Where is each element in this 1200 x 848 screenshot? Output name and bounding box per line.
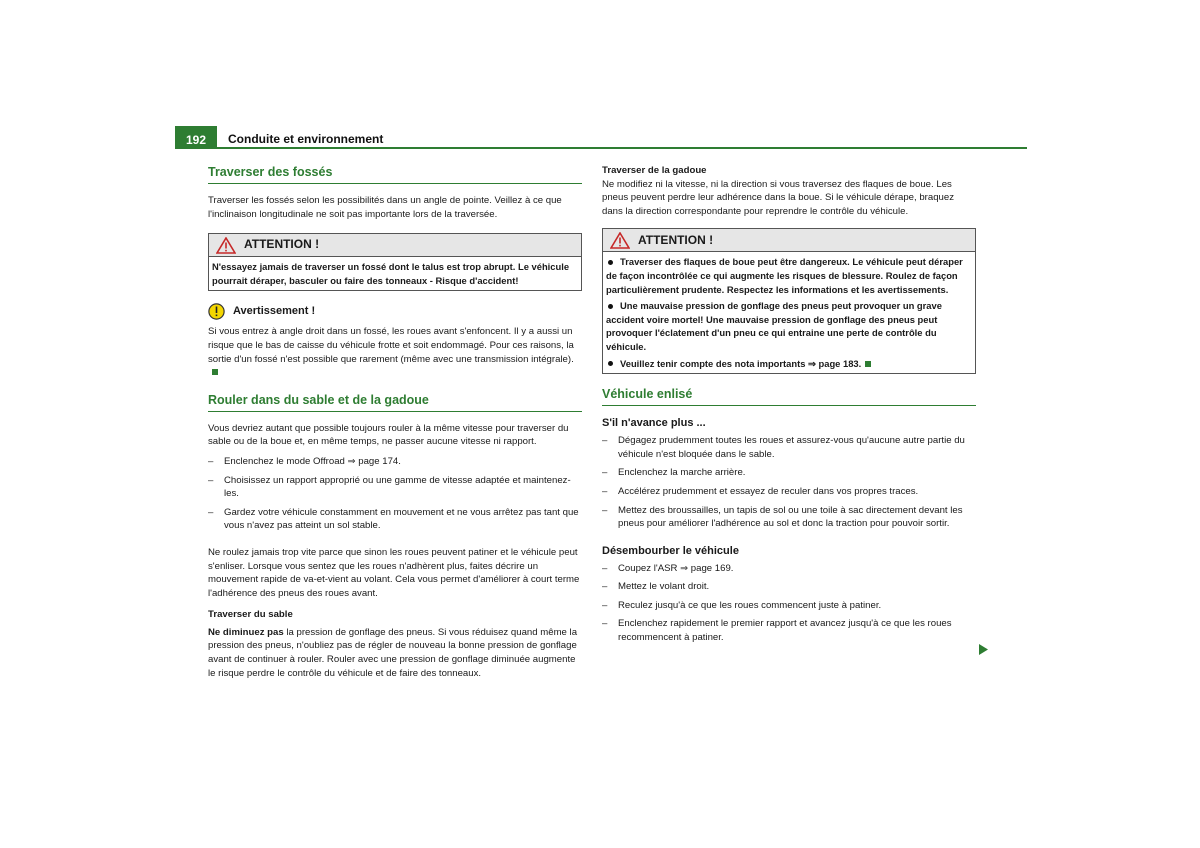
list-item: – Gardez votre véhicule constamment en mouvement et ne vous arrêtez pas tant que vous n'avez pas atteint un sol stable. bbox=[208, 506, 579, 532]
next-page-arrow-icon[interactable] bbox=[979, 644, 988, 655]
warning-triangle-icon bbox=[216, 237, 236, 254]
left-column bbox=[208, 164, 582, 680]
paragraph-sable: Ne diminuez pas la pression de gonflage des pneus. Si vous réduisez quand même la pression des pneus, n'oubliez pas de régler de nouveau la bonne pression de gonflage avant de continuer à rouler. Rouler avec une pression de gonflage diminuée augmente le risque perdre le contrôle du véhicule et de faire des tonneaux. bbox=[208, 626, 578, 679]
warning-item: Traverser des flaques de boue peut être dangereux. Le véhicule peut déraper de façon incontrôlée ce qui augmente les risques de blessure. Roulez de façon particulièrement prudente. Respectez les informations et les avertissements. bbox=[606, 256, 963, 295]
note-heading bbox=[208, 303, 582, 320]
page-number: 192 bbox=[175, 126, 217, 149]
subheading-desembourber: Désembourber le véhicule bbox=[602, 544, 739, 557]
paragraph-sable-warning: Ne roulez jamais trop vite parce que sinon les roues peuvent patiner et le véhicule peut s'enliser. Lorsque vous sentez que les roues n'adhèrent plus, faites décrire un mouvement rapide de va-et-vient au volant. Cela vous permet d'améliorer à court terme l'adhérence des pneus des roues avant. bbox=[208, 546, 580, 599]
list-item: – Mettez le volant droit. bbox=[602, 581, 710, 593]
warning-title: ATTENTION ! bbox=[638, 232, 714, 247]
list-item: – Choisissez un rapport approprié ou une gamme de vitesse adaptée et maintenez-les. bbox=[208, 474, 571, 500]
warning-item: Veuillez tenir compte des nota importants ⇒ page 183. bbox=[606, 357, 971, 371]
list-item: – Mettez des broussailles, un tapis de sol ou une toile à sac directement devant les pneus pour améliorer l'adhérence au sol et donc la traction pour pouvoir sortir. bbox=[602, 504, 963, 530]
warning-box-gadoue bbox=[602, 228, 976, 374]
bullet-icon bbox=[608, 361, 613, 366]
list-item: – Enclenchez la marche arrière. bbox=[602, 467, 746, 479]
paragraph-sable-intro: Vous devriez autant que possible toujours rouler à la même vitesse pour traverser du sable ou de la boue et, en même temps, ne passer aucune vitesse ni rapport. bbox=[208, 422, 569, 448]
header-rule bbox=[175, 147, 1027, 149]
end-square-icon bbox=[865, 361, 871, 367]
bullet-icon bbox=[608, 260, 613, 265]
list-item: – Accélérez prudemment et essayez de reculer dans vos propres traces. bbox=[602, 485, 919, 497]
list-item: – Enclenchez rapidement le premier rapport et avancez jusqu'à ce que les roues recommencent à patiner. bbox=[602, 618, 952, 644]
chapter-title: Conduite et environnement bbox=[228, 132, 384, 146]
list-item: – Dégagez prudemment toutes les roues et assurez-vous qu'aucune autre partie du véhicule n'est bloquée dans le sable. bbox=[602, 435, 965, 460]
warning-text: N'essayez jamais de traverser un fossé dont le talus est trop abrupt. Le véhicule pourrait déraper, basculer ou faire des tonneaux - Risque d'accident! bbox=[212, 261, 570, 286]
right-column bbox=[602, 164, 976, 650]
subheading-sable: Traverser du sable bbox=[208, 609, 293, 621]
subheading-gadoue: Traverser de la gadoue bbox=[602, 165, 707, 176]
section-title-vehicule-enlise: Véhicule enlisé bbox=[602, 386, 976, 406]
subheading-avance: S'il n'avance plus ... bbox=[602, 417, 706, 430]
note-paragraph: Si vous entrez à angle droit dans un fossé, les roues avant s'enfoncent. Il y a aussi un risque que le bas de caisse du véhicule frotte et soit endommagé. Pour ces raisons, la sortie d'un fossé n'est possible que rarement (même avec une transmission intégrale). bbox=[208, 325, 582, 379]
warning-box-fosses bbox=[208, 233, 582, 291]
section-title-fosses: Traverser des fossés bbox=[208, 164, 582, 184]
caution-circle-icon bbox=[208, 303, 225, 320]
paragraph-gadoue: Ne modifiez ni la vitesse, ni la direction si vous traversez des flaques de boue. Les pneus peuvent perdre leur adhérence dans la boue. Si le véhicule dérape, braquez dans la direction correspondante pour reprendre le contrôle du véhicule. bbox=[602, 178, 955, 217]
bullet-icon bbox=[608, 304, 613, 309]
section-title-sable-gadoue: Rouler dans du sable et de la gadoue bbox=[208, 392, 582, 412]
end-square-icon bbox=[212, 369, 218, 375]
warning-triangle-icon bbox=[610, 232, 630, 249]
list-item: – Coupez l'ASR ⇒ page 169. bbox=[602, 562, 734, 574]
warning-title: ATTENTION ! bbox=[244, 237, 320, 252]
list-item: – Enclenchez le mode Offroad ⇒ page 174. bbox=[208, 455, 401, 467]
note-title: Avertissement ! bbox=[233, 305, 316, 318]
warning-item: Une mauvaise pression de gonflage des pneus peut provoquer un grave accident voire mortel! Une mauvaise pression de gonflage des pneus peut provoquer l'éclatement d'un pneu ce qui entraine une perte de contrôle du véhicule. bbox=[606, 300, 942, 352]
paragraph-fosses: Traverser les fossés selon les possibilités dans un angle de pointe. Veillez à ce que l'inclinaison longitudinale ne soit pas importante lors de la traversée. bbox=[208, 195, 562, 220]
list-item: – Reculez jusqu'à ce que les roues commencent juste à patiner. bbox=[602, 599, 882, 611]
